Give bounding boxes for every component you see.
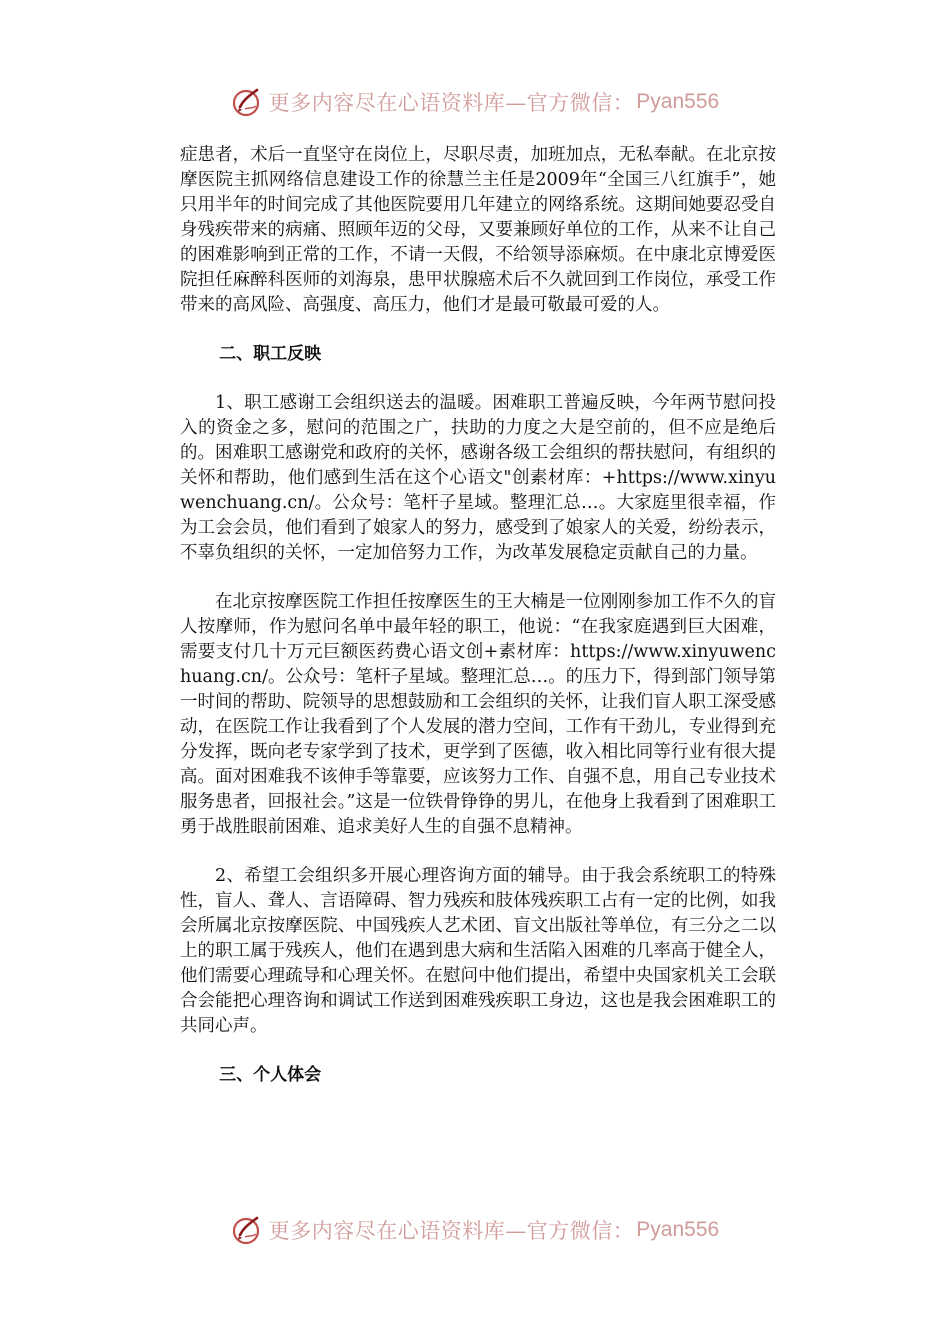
- section-heading-3: 三、个人体会: [219, 1065, 322, 1085]
- pen-logo-icon: [231, 85, 265, 119]
- pen-logo-icon: [231, 1213, 265, 1247]
- section-heading-2: 二、职工反映: [219, 344, 322, 364]
- paragraph-3: 在北京按摩医院工作担任按摩医生的王大楠是一位刚刚参加工作不久的盲人按摩师，作为慰问名单中最年轻的职工，他说：“在我家庭遇到巨大困难，需要支付几十万元巨额医药费心语文创+素材库：https://www.xinyuwenchuang.cn/。公众号：笔杆子星域。整理汇总…。的压力下，得到部门领导第一时间的帮助、院领导的思想鼓励和工会组织的关怀，让我们盲人职工深受感动，在医院工作让我看到了个人发展的潜力空间，工作有干劲儿，专业得到充分发挥，既向老专家学到了技术，更学到了医德，收入相比同等行业有很大提高。面对困难我不该伸手等靠要，应该努力工作、自强不息，用自己专业技术服务患者，回报社会。”这是一位铁骨铮铮的男儿，在他身上我看到了困难职工勇于战胜眼前困难、追求美好人生的自强不息精神。: [180, 592, 776, 837]
- header-watermark-banner: [0, 80, 950, 124]
- paragraph-4: 2、希望工会组织多开展心理咨询方面的辅导。由于我会系统职工的特殊性，盲人、聋人、言语障碍、智力残疾和肢体残疾职工占有一定的比例，如我会所属北京按摩医院、中国残疾人艺术团、盲文出版社等单位，有三分之二以上的职工属于残疾人，他们在遇到患大病和生活陷入困难的几率高于健全人，他们需要心理疏导和心理关怀。在慰问中他们提出，希望中央国家机关工会联合会能把心理咨询和调试工作送到困难残疾职工身边，这也是我会困难职工的共同心声。: [180, 866, 776, 1036]
- paragraph-2: 1、职工感谢工会组织送去的温暖。困难职工普遍反映，今年两节慰问投入的资金之多，慰问的范围之广，扶助的力度之大是空前的，但不应是绝后的。困难职工感谢党和政府的关怀，感谢各级工会组织的帮扶慰问，有组织的关怀和帮助，他们感到生活在这个心语文"创素材库：+https://www.xinyuwenchuang.cn/。公众号：笔杆子星域。整理汇总…。大家庭里很幸福，作为工会会员，他们看到了娘家人的努力，感受到了娘家人的关爱，纷纷表示，不辜负组织的关怀，一定加倍努力工作，为改革发展稳定贡献自己的力量。: [180, 393, 776, 563]
- banner-text: 更多内容尽在心语资料库—官方微信：: [268, 91, 635, 115]
- footer-watermark-banner: [0, 1208, 950, 1252]
- banner-wechat-id: Pyan556: [636, 90, 720, 113]
- document-body: [180, 143, 776, 1088]
- paragraph-1: 症患者，术后一直坚守在岗位上，尽职尽责，加班加点，无私奉献。在北京按摩医院主抓网络信息建设工作的徐慧兰主任是2009年“全国三八红旗手”，她只用半年的时间完成了其他医院要用几年建立的网络系统。这期间她要忍受自身残疾带来的病痛、照顾年迈的父母，又要兼顾好单位的工作，从来不让自己的困难影响到正常的工作，不请一天假，不给领导添麻烦。在中康北京博爱医院担任麻醉科医师的刘海泉，患甲状腺癌术后不久就回到工作岗位，承受工作带来的高风险、高强度、高压力，他们才是最可敬最可爱的人。: [180, 145, 776, 315]
- banner-wechat-id: Pyan556: [636, 1218, 720, 1241]
- banner-text: 更多内容尽在心语资料库—官方微信：: [268, 1219, 635, 1243]
